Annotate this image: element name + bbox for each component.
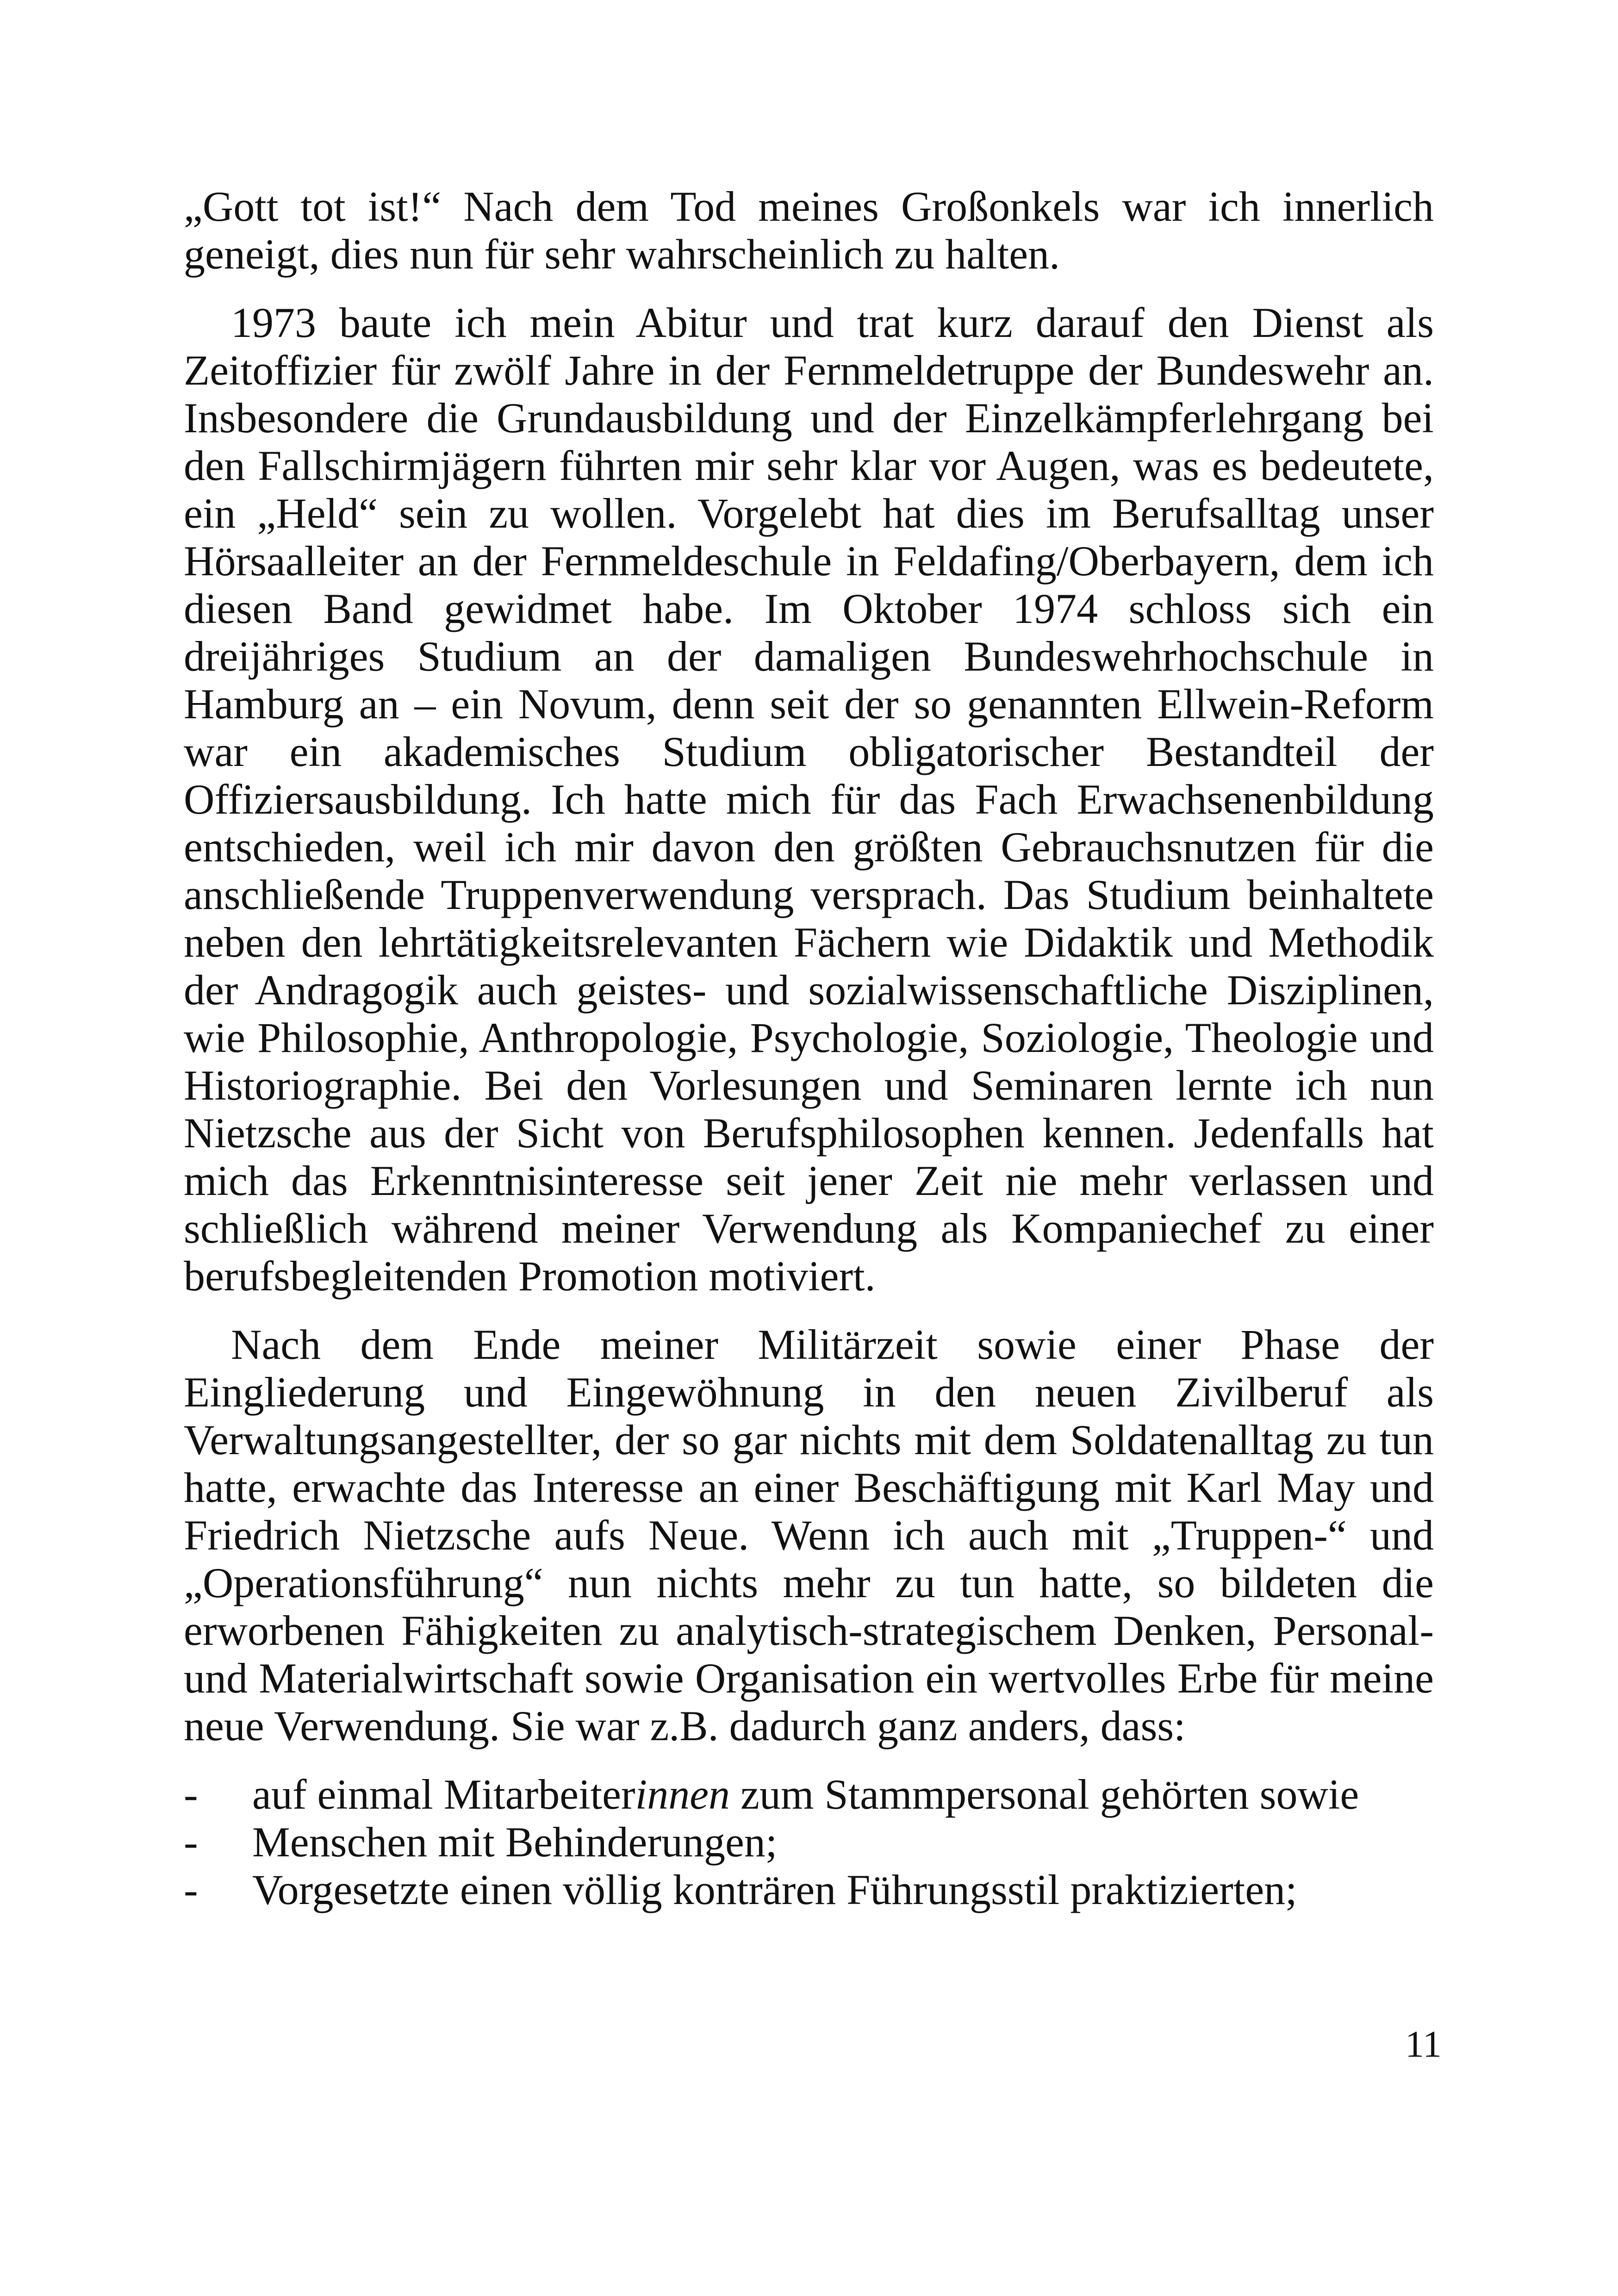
body-text <box>184 183 1434 1750</box>
bullet-list <box>184 1771 1434 1914</box>
paragraph-3: Nach dem Ende meiner Militärzeit sowie einer Phase der Eingliederung und Eingewöhnung in den neuen Zivilberuf als Verwaltungsangestellter, der so gar nichts mit dem Soldatenalltag zu tun hatte, erwachte das Interesse an einer Beschäftigung mit Karl May und Friedrich Nietzsche aufs Neue. Wenn ich auch mit „Truppen-“ und „Operationsführung“ nun nichts mehr zu tun hatte, so bildeten die erworbenen Fähigkeiten zu analytisch-strategischem Denken, Personal- und Materialwirtschaft sowie Organisation ein wertvolles Erbe für meine neue Verwendung. Sie war z.B. dadurch ganz anders, dass: <box>184 1321 1434 1749</box>
list-item-text: Menschen mit Behinderungen; <box>252 1818 778 1866</box>
page-body <box>184 183 1434 2117</box>
list-item-text: Vorgesetzte einen völlig konträren Führungsstil praktizierten; <box>252 1866 1297 1913</box>
page-number: 11 <box>1405 2023 1442 2065</box>
list-item <box>184 1866 1434 1914</box>
list-item <box>184 1771 1434 1818</box>
paragraph-1: „Gott tot ist!“ Nach dem Tod meines Großonkels war ich innerlich geneigt, dies nun für sehr wahrscheinlich zu halten. <box>184 183 1434 278</box>
bullet-marker: - <box>184 1818 198 1866</box>
bullet-marker: - <box>184 1866 198 1913</box>
list-item-text: auf einmal Mitarbeiterinnen zum Stammpersonal gehörten sowie <box>252 1771 1359 1818</box>
bullet-marker: - <box>184 1771 198 1818</box>
paragraph-2: 1973 baute ich mein Abitur und trat kurz darauf den Dienst als Zeitoffizier für zwölf Jahre in der Fernmeldetruppe der Bundeswehr an. Insbesondere die Grundausbildung und der Einzelkämpferlehrgang bei den Fallschirmjägern führten mir sehr klar vor Augen, was es bedeutete, ein „Held“ sein zu wollen. Vorgelebt hat dies im Berufsalltag unser Hörsaalleiter an der Fernmeldeschule in Feldafing/Oberbayern, dem ich diesen Band gewidmet habe. Im Oktober 1974 schloss sich ein dreijähriges Studium an der damaligen Bundeswehrhochschule in Hamburg an – ein Novum, denn seit der so genannten Ellwein-Reform war ein akademisches Studium obligatorischer Bestandteil der Offiziersausbildung. Ich hatte mich für das Fach Erwachsenenbildung entschieden, weil ich mir davon den größten Gebrauchsnutzen für die anschließende Truppenverwendung versprach. Das Studium beinhaltete neben den lehrtätigkeitsrelevanten Fächern wie Didaktik und Methodik der Andragogik auch geistes- und sozialwissenschaftliche Disziplinen, wie Philosophie, Anthropologie, Psychologie, Soziologie, Theologie und Historiographie. Bei den Vorlesungen und Seminaren lernte ich nun Nietzsche aus der Sicht von Berufsphilosophen kennen. Jedenfalls hat mich das Erkenntnisinteresse seit jener Zeit nie mehr verlassen und schließlich während meiner Verwendung als Kompaniechef zu einer berufsbegleitenden Promotion motiviert. <box>184 299 1434 1300</box>
list-item <box>184 1818 1434 1866</box>
emphasis-text: innen <box>635 1771 730 1818</box>
